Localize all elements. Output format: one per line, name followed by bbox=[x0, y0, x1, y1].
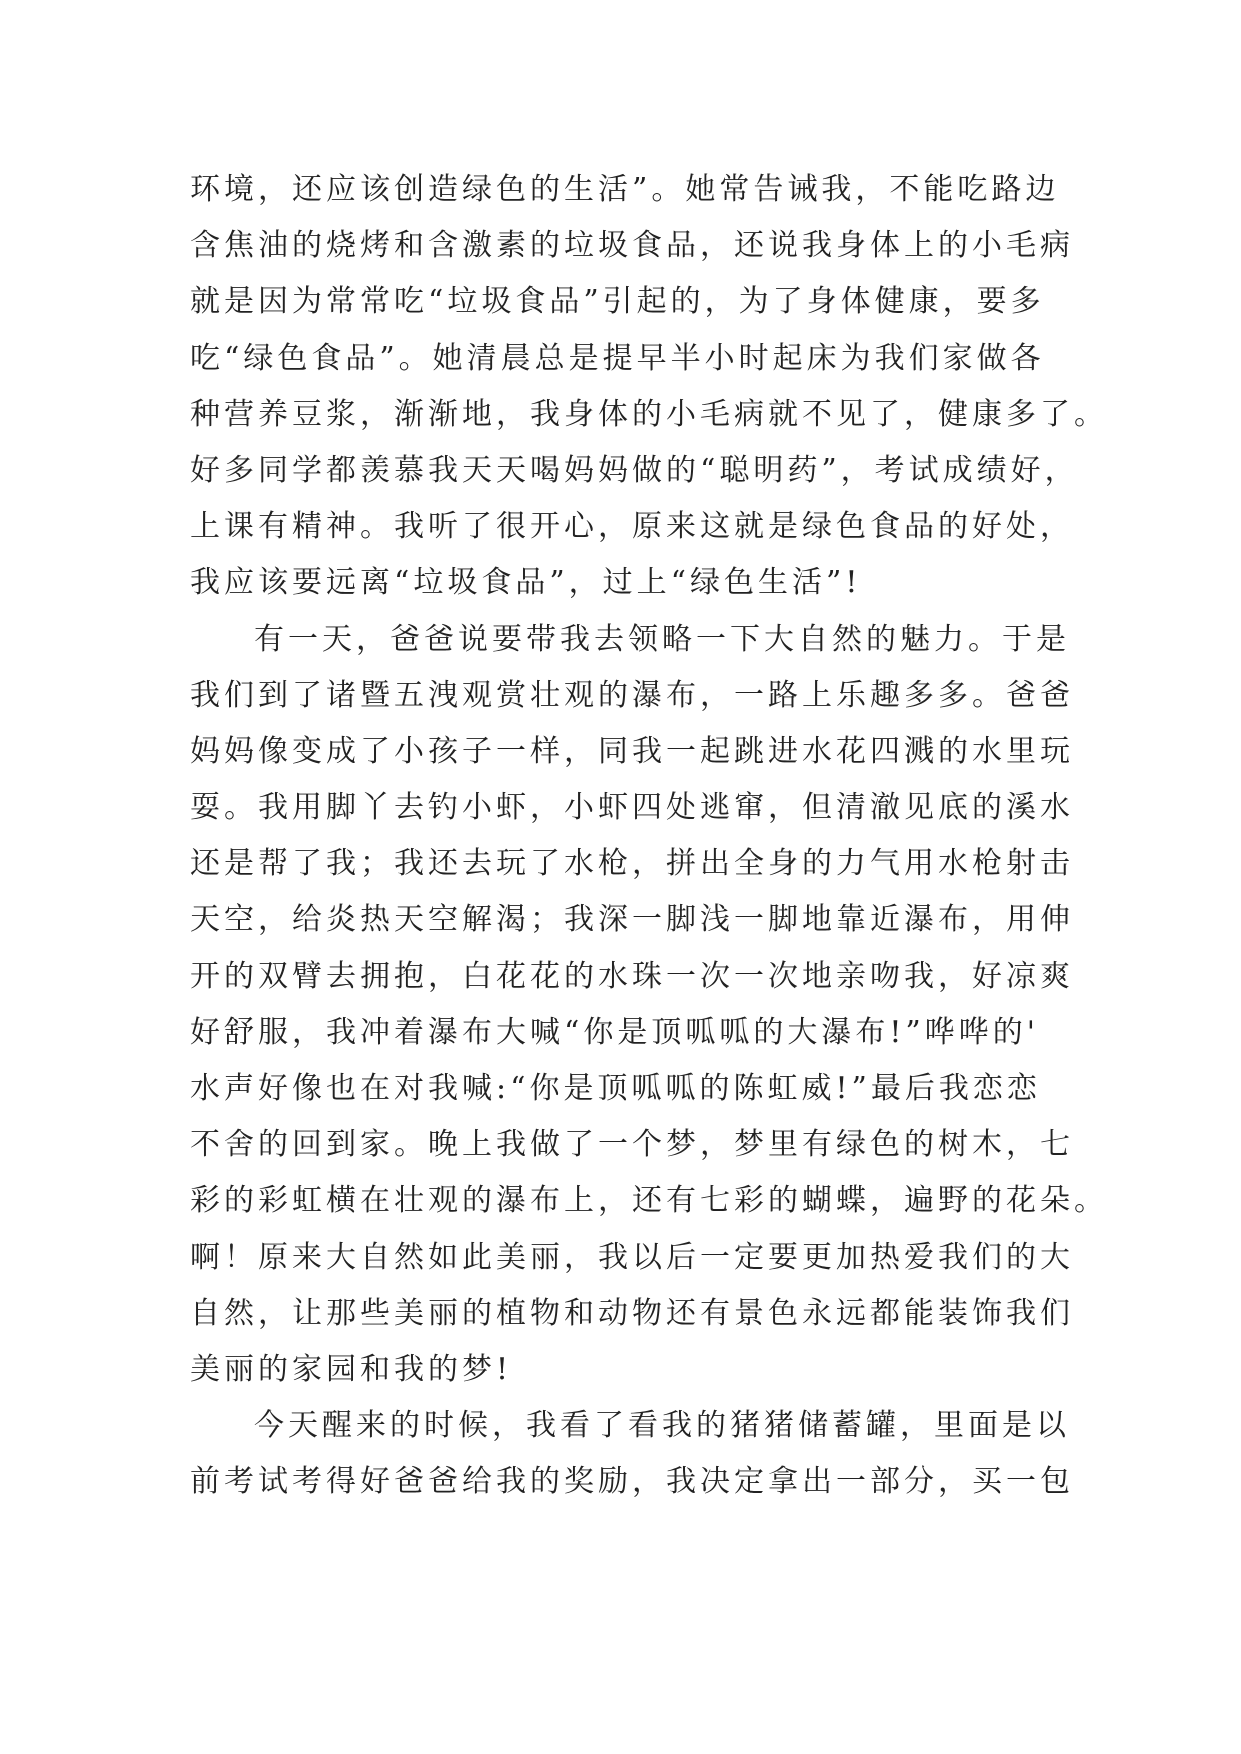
text-line: 吃“绿色食品”。她清晨总是提早半小时起床为我们家做各 bbox=[190, 340, 1045, 376]
text-line: 彩的彩虹横在壮观的瀑布上，还有七彩的蝴蝶，遍野的花朵。 bbox=[190, 1183, 1108, 1219]
text-line: 种营养豆浆，渐渐地，我身体的小毛病就不见了，健康多了。 bbox=[190, 396, 1108, 432]
body-text bbox=[190, 162, 1108, 1511]
paragraph bbox=[190, 162, 1108, 612]
text-line: 耍。我用脚丫去钓小虾，小虾四处逃窜，但清澈见底的溪水 bbox=[190, 790, 1074, 826]
text-line: 前考试考得好爸爸给我的奖励，我决定拿出一部分，买一包 bbox=[190, 1464, 1074, 1500]
text-line: 上课有精神。我听了很开心，原来这就是绿色食品的好处， bbox=[190, 509, 1074, 545]
text-line: 开的双臂去拥抱，白花花的水珠一次一次地亲吻我，好凉爽 bbox=[190, 958, 1074, 994]
text-line: 妈妈像变成了小孩子一样，同我一起跳进水花四溅的水里玩 bbox=[190, 733, 1074, 769]
text-line: 好舒服，我冲着瀑布大喊“你是顶呱呱的大瀑布!”哗哗的' bbox=[190, 1014, 1039, 1050]
text-line: 水声好像也在对我喊:“你是顶呱呱的陈虹威!”最后我恋恋 bbox=[190, 1071, 1041, 1106]
text-line: 就是因为常常吃“垃圾食品”引起的，为了身体健康，要多 bbox=[190, 284, 1045, 320]
text-line: 好多同学都羡慕我天天喝妈妈做的“聪明药”，考试成绩好， bbox=[190, 452, 1079, 488]
text-line: 不舍的回到家。晚上我做了一个梦，梦里有绿色的树木，七 bbox=[190, 1127, 1074, 1163]
text-line: 还是帮了我；我还去玩了水枪，拼出全身的力气用水枪射击 bbox=[190, 846, 1074, 882]
text-line: 美丽的家园和我的梦! bbox=[190, 1351, 513, 1387]
paragraph bbox=[190, 1398, 1074, 1510]
text-line: 我们到了诸暨五洩观赏壮观的瀑布，一路上乐趣多多。爸爸 bbox=[190, 677, 1074, 713]
text-line: 环境，还应该创造绿色的生活”。她常告诫我，不能吃路边 bbox=[190, 172, 1060, 207]
text-line: 有一天，爸爸说要带我去领略一下大自然的魅力。于是 bbox=[254, 621, 1070, 657]
text-line: 天空，给炎热天空解渴；我深一脚浅一脚地靠近瀑布，用伸 bbox=[190, 902, 1074, 938]
text-line: 自然，让那些美丽的植物和动物还有景色永远都能装饰我们 bbox=[190, 1295, 1074, 1331]
text-line: 含焦油的烧烤和含激素的垃圾食品，还说我身体上的小毛病 bbox=[190, 228, 1074, 264]
text-line: 啊！原来大自然如此美丽，我以后一定要更加热爱我们的大 bbox=[190, 1239, 1074, 1275]
text-line: 今天醒来的时候，我看了看我的猪猪储蓄罐，里面是以 bbox=[254, 1408, 1070, 1444]
text-line: 我应该要远离“垃圾食品”，过上“绿色生活”! bbox=[190, 565, 862, 601]
paragraph bbox=[190, 612, 1108, 1399]
